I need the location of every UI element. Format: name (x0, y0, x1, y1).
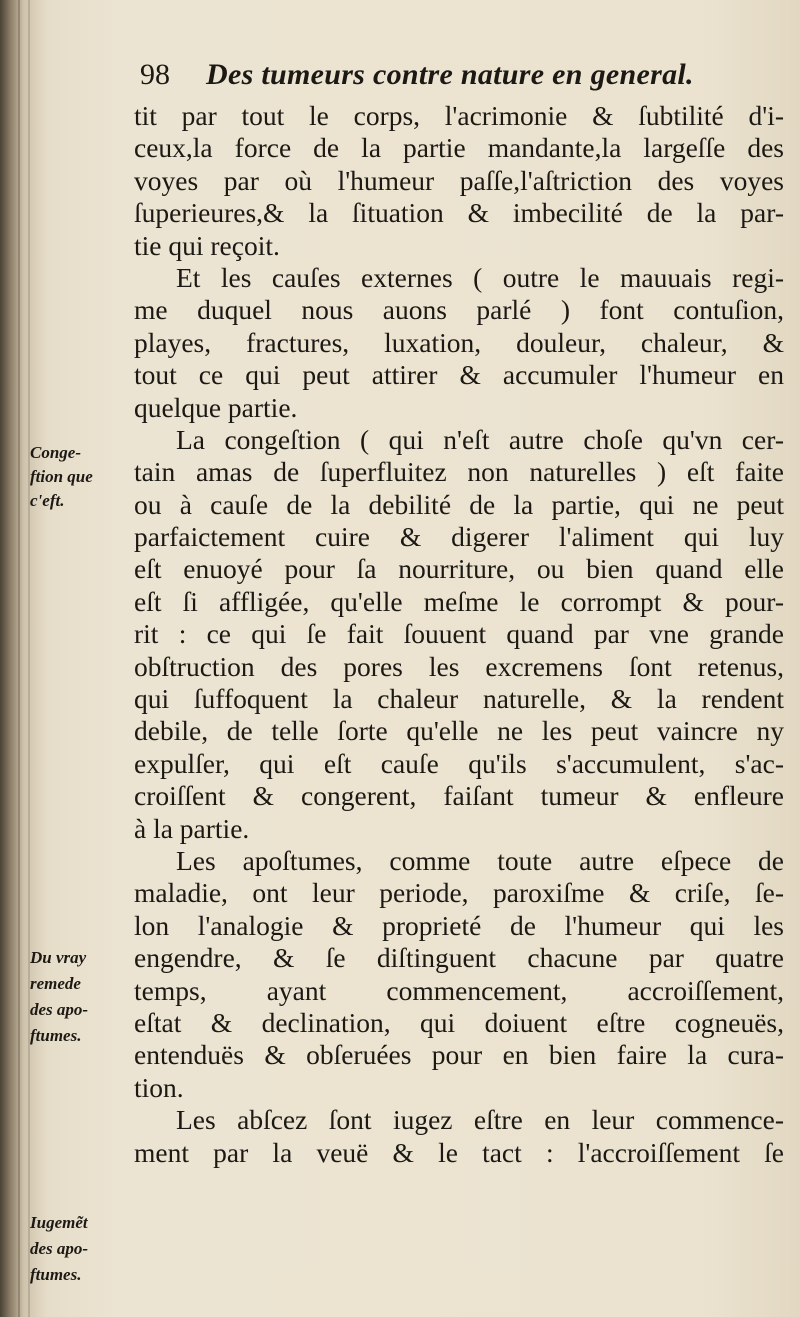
text-line: ment par la veuë & le tact : l'accroiſſement ſe (134, 1136, 784, 1168)
binding-edge (28, 0, 30, 1317)
text-line: ceux,la force de la partie mandante,la largeſſe des (134, 132, 784, 164)
text-line: parfaictement cuire & digerer l'aliment qui luy (134, 521, 784, 553)
margin-note-line: Conge- (30, 443, 81, 462)
text-line: à la partie. (134, 812, 250, 844)
binding-edge (18, 0, 20, 1317)
margin-note-line: ftumes. (30, 1265, 82, 1284)
margin-note-line: des apo- (30, 1239, 89, 1258)
text-line: Les apoſtumes, comme toute autre eſpece de (176, 844, 784, 876)
text-line: tout ce qui peut attirer & accumuler l'humeur en (134, 359, 784, 391)
text-line: Les abſcez ſont iugez eſtre en leur commence- (176, 1104, 784, 1136)
text-line: obſtruction des pores les excremens ſont retenus, (134, 650, 784, 682)
text-line: entenduës & obſeruées pour en bien faire la cura- (134, 1039, 784, 1071)
text-line: tie qui reçoit. (134, 229, 280, 261)
text-line: tion. (134, 1071, 184, 1103)
text-line: lon l'analogie & proprieté de l'humeur qui les (134, 909, 784, 941)
text-line: eſt enuoyé pour ſa nourriture, ou bien quand elle (134, 553, 784, 585)
running-title: Des tumeurs contre nature en general. (206, 58, 694, 91)
text-line: tit par tout le corps, l'acrimonie & ſubtilité d'i- (134, 100, 784, 131)
text-line: ou à cauſe de la debilité de la partie, qui ne peut (134, 488, 784, 520)
text-line: maladie, ont leur periode, paroxiſme & criſe, ſe- (134, 877, 784, 909)
text-line: croiſſent & congerent, faiſant tumeur & enfleure (134, 780, 784, 812)
page-header (140, 58, 780, 102)
text-line: qui ſuffoquent la chaleur naturelle, & la rendent (134, 683, 784, 715)
margin-note-line: des apo- (30, 1000, 89, 1019)
text-line: me duquel nous auons parlé ) font contuſion, (134, 294, 784, 326)
margin-note-congestion (30, 440, 126, 514)
text-line: voyes par où l'humeur paſſe,l'aſtriction des voyes (134, 164, 784, 196)
margin-note-line: ftumes. (30, 1026, 82, 1045)
body-text (134, 100, 784, 1169)
margin-note-line: ftion que (30, 467, 93, 486)
text-line: Et les cauſes externes ( outre le mauuais regi- (176, 261, 784, 293)
text-line: eſt ſi affligée, qu'elle meſme le corrompt & pour- (134, 585, 784, 617)
text-line: quelque partie. (134, 391, 298, 423)
margin-note-line: c'eft. (30, 491, 65, 510)
margin-note-line: remede (30, 974, 81, 993)
margin-note-iugement (30, 1210, 126, 1288)
text-line: engendre, & ſe diſtinguent chacune par quatre (134, 942, 784, 974)
text-line: La congeſtion ( qui n'eſt autre choſe qu'vn cer- (176, 423, 784, 455)
text-line: eſtat & declination, qui doiuent eſtre cogneuës, (134, 1006, 784, 1038)
margin-note-line: Du vray (30, 948, 87, 967)
margin-note-vray-remede (30, 945, 126, 1049)
text-line: ſuperieures,& la ſituation & imbecilité de la par- (134, 197, 784, 229)
text-line: playes, fractures, luxation, douleur, chaleur, & (134, 326, 784, 358)
margin-note-line: Iugemẽt (30, 1213, 88, 1232)
page-number: 98 (140, 58, 170, 91)
text-line: rit : ce qui ſe fait ſouuent quand par vne grande (134, 618, 784, 650)
text-line: tain amas de ſuperfluitez non naturelles ) eſt faite (134, 456, 784, 488)
text-line: expulſer, qui eſt cauſe qu'ils s'accumulent, s'ac- (134, 747, 784, 779)
text-line: debile, de telle ſorte qu'elle ne les peut vaincre ny (134, 715, 784, 747)
text-line: temps, ayant commencement, accroiſſement, (134, 974, 784, 1006)
